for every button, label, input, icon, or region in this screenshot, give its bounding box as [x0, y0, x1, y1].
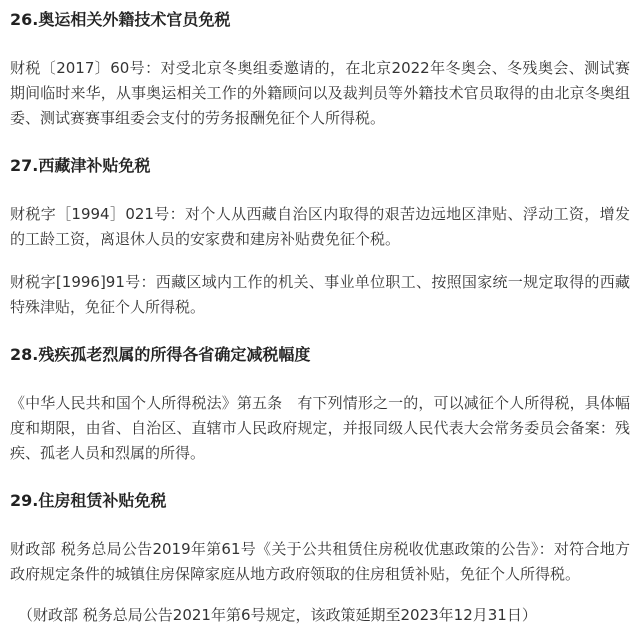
- section-heading-29: 29.住房租赁补贴免税: [10, 491, 167, 510]
- section-heading-28: 28.残疾孤老烈属的所得各省确定减税幅度: [10, 345, 311, 364]
- section-paragraph-29: 财政部 税务总局公告2019年第61号《关于公共租赁住房税收优惠政策的公告》：对符合地方政府规定条件的城镇住房保障家庭从地方政府领取的住房租赁补贴，免征个人所得税。: [10, 540, 630, 583]
- section-heading-27: 27.西藏津补贴免税: [10, 156, 151, 175]
- section-paragraph-26: 财税〔2017〕60号：对受北京冬奥组委邀请的，在北京2022年冬奥会、冬残奥会、测试赛期间临时来华，从事奥运相关工作的外籍顾问以及裁判员等外籍技术官员取得的由北京冬奥组委、测试赛赛事组委会支付的劳务报酬免征个人所得税。: [10, 59, 630, 127]
- section-paragraph-28: 《中华人民共和国个人所得税法》第五条 有下列情形之一的，可以减征个人所得税，具体幅度和期限，由省、自治区、直辖市人民政府规定，并报同级人民代表大会常务委员会备案：残疾、孤老人员和烈属的所得。: [10, 394, 630, 462]
- section-note-29: （财政部 税务总局公告2021年第6号规定，该政策延期至2023年12月31日）: [18, 606, 537, 624]
- section-paragraph-27-a: 财税字［1994］021号：对个人从西藏自治区内取得的艰苦边远地区津贴、浮动工资，增发的工龄工资，离退休人员的安家费和建房补贴费免征个税。: [10, 205, 630, 248]
- section-heading-26: 26.奥运相关外籍技术官员免税: [10, 10, 231, 29]
- section-paragraph-27-b: 财税字[1996]91号：西藏区域内工作的机关、事业单位职工、按照国家统一规定取得的西藏特殊津贴，免征个人所得税。: [10, 273, 630, 316]
